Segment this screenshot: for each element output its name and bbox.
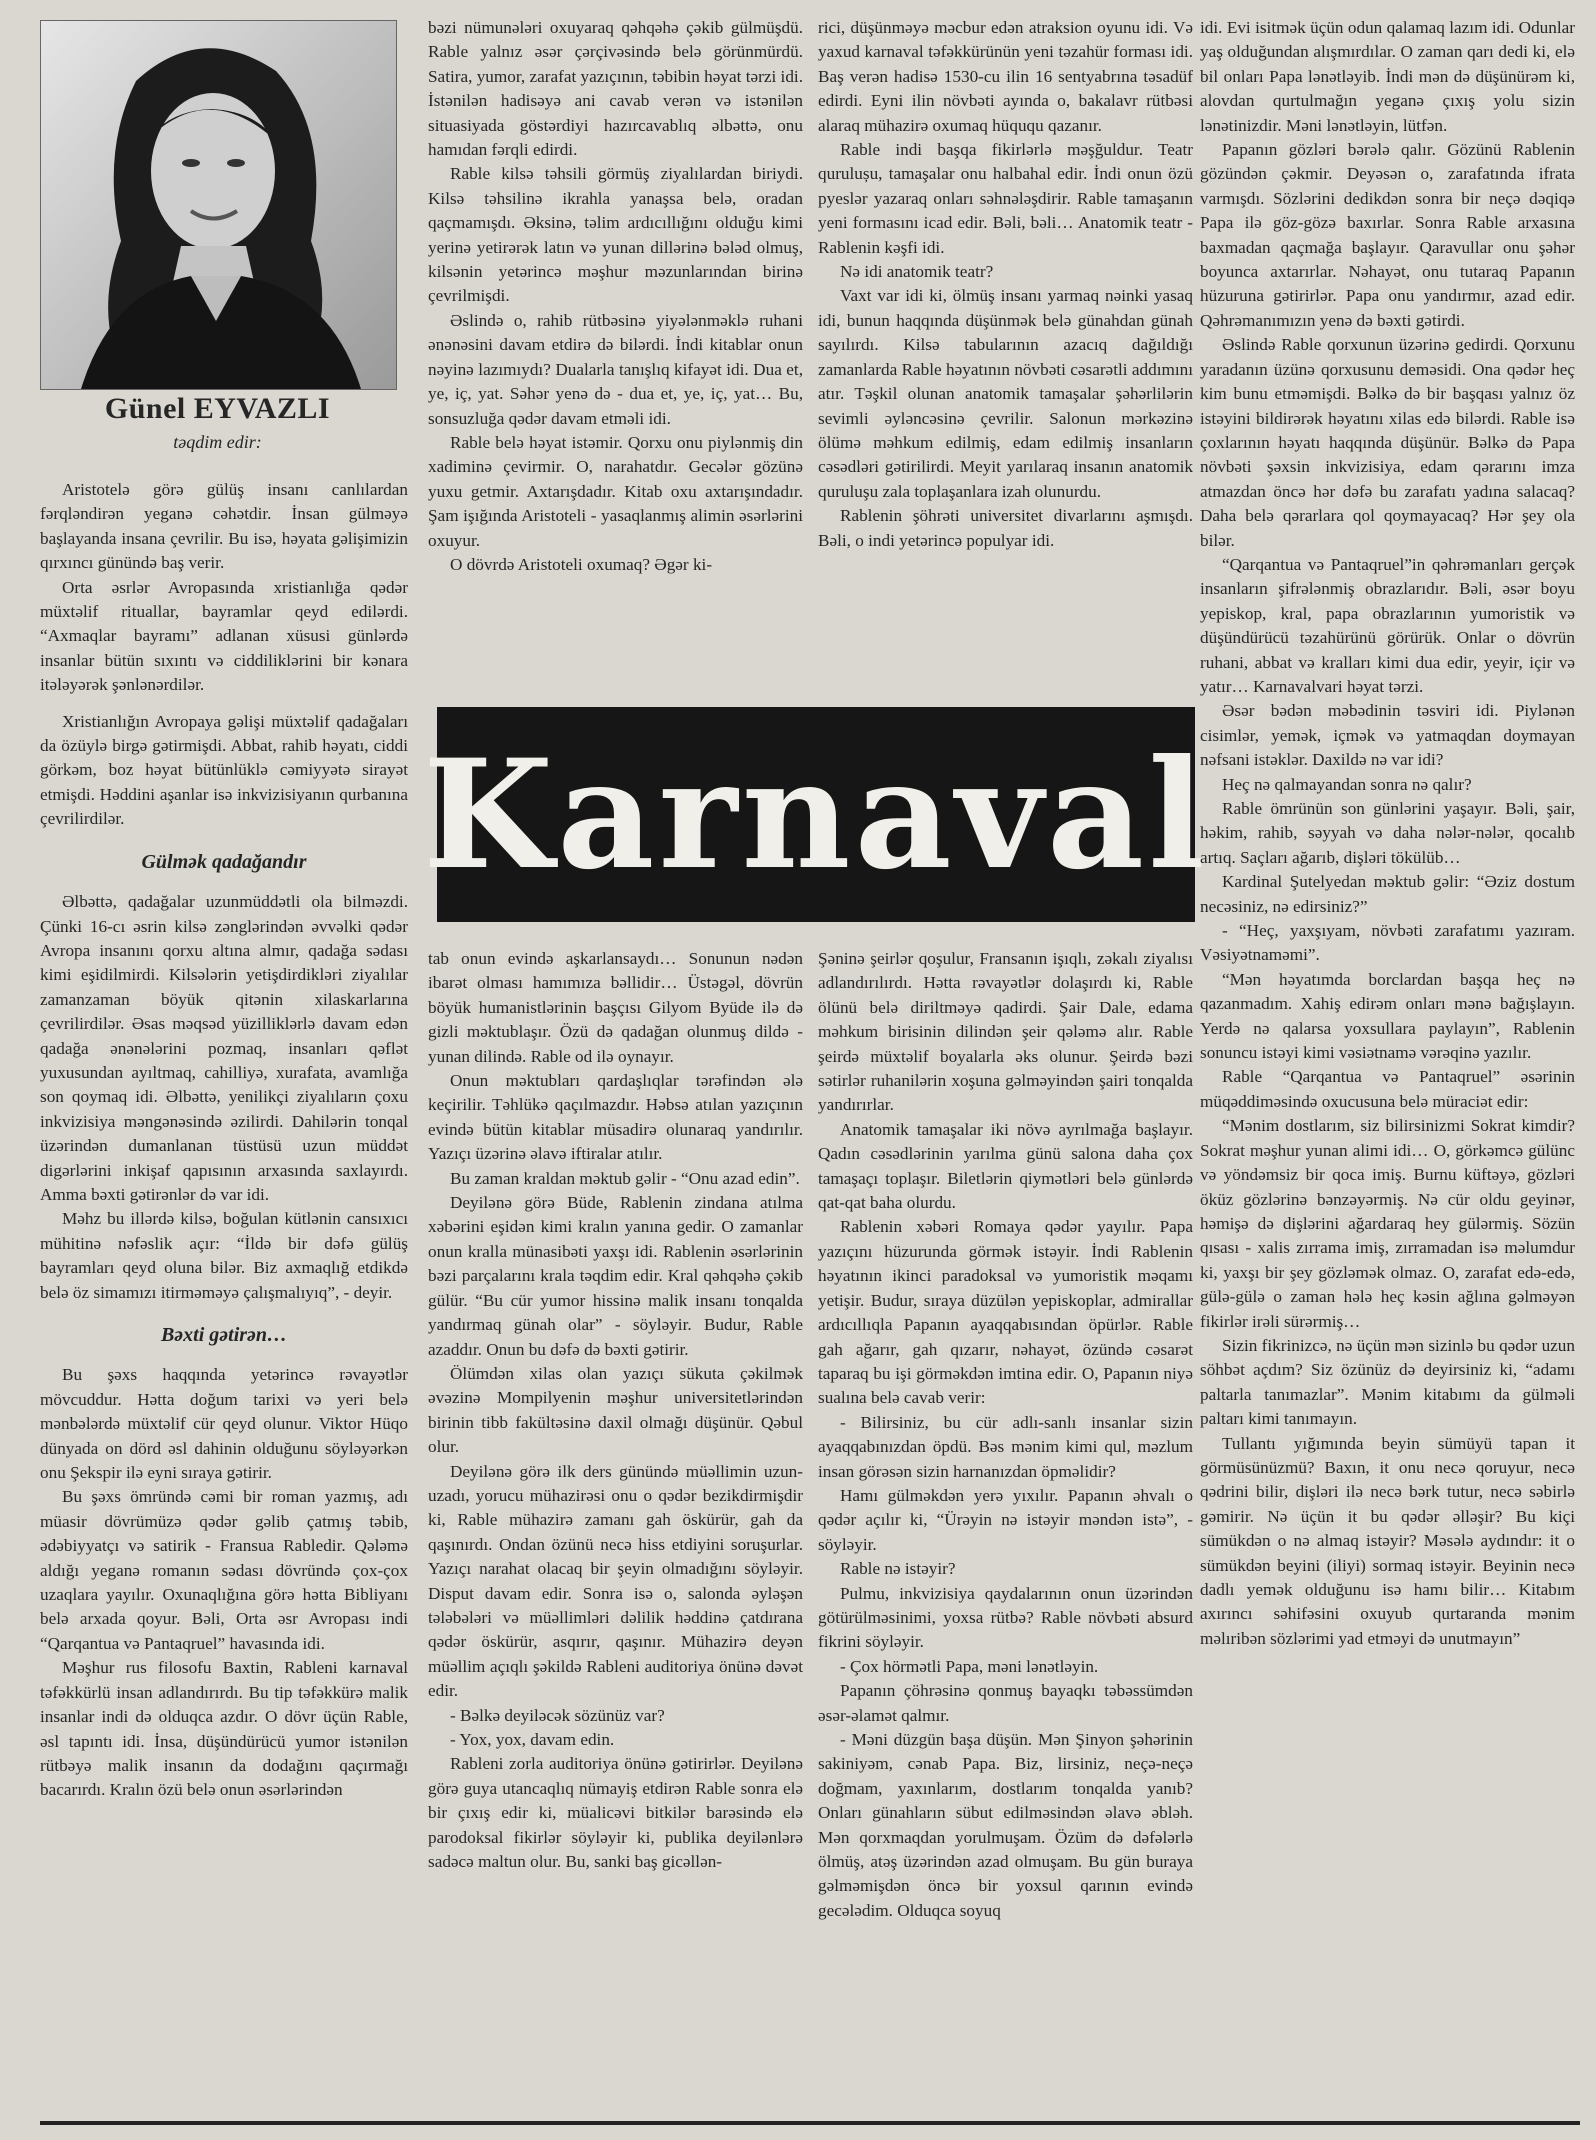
paragraph: Pulmu, inkvizisiya qaydalarının onun üzərindən götürülməsinimi, yoxsa rütbə? Rable növbəti absurd fikrini söyləyir. <box>818 1583 1193 1652</box>
paragraph: bəzi nümunələri oxuyaraq qəhqəhə çəkib gülmüşdü. Rable yalnız əsər çərçivəsində belə görünmürdü. Satira, yumor, zarafat yazıçının, təbibin həyat tərzi idi. İstənilən hadisəyə ani cavab verən və istənilən situasiyada göstərdiyi hazırcavablıq əlbəttə, onu hamıdan fərqli edirdi. <box>428 18 803 160</box>
paragraph: Vaxt var idi ki, ölmüş insanı yarmaq nəinki yasaq idi, bunun haqqında düşünmək belə günahdan günah sayılırdı. Kilsə tabularının azacıq dağıldığı zamanlarda Rable həyatının növbəti cəsarətli addımını atır. Təşkil olunan anatomik tamaşalar şəhərlilərin sevimli əyləncəsinə çevrilir. Salonun mərkəzinə ölümə məhkum edilmiş, edam edilmiş insanların cəsədləri gətirilirdi. Meyit yarılaraq insanın anatomik quruluşu zala toplaşanlara izah olunurdu. <box>818 286 1193 501</box>
paragraph: Xristianlığın Avropaya gəlişi müxtəlif qadağaları da özüylə birgə gətirmişdi. Abbat, rahib həyatı, ciddi görkəm, boz həyat bütünlüklə cəmiyyətə sirayət etmişdi. Həddini aşanlar isə inkvizisiyanın qurbanına çevrilirdilər. <box>40 711 408 829</box>
paragraph: - “Heç, yaxşıyam, növbəti zarafatımı yazıram. Vəsiyətnaməmi”. <box>1200 921 1575 965</box>
paragraph: Aristotelə görə gülüş insanı canlılardan fərqləndirən yeganə cəhətdir. İnsan gülməyə başlayanda insana çevrilir. Bu isə, həyata gəlişimizin qırxıncı günündə baş verir. <box>40 480 408 573</box>
paragraph: Əsər bədən məbədinin təsviri idi. Piylənən cisimlər, yemək, içmək və yatmaqdan doymayan nəfsani istəklər. Daxildə nə var idi? <box>1200 701 1575 770</box>
paragraph: Şəninə şeirlər qoşulur, Fransanın işıqlı, zəkalı ziyalısı adlandırılırdı. Hətta rəvayətlər dolaşırdı ki, Rable ölünü belə diriltməyə qadirdi. Şair Dale, edama məhkum birisinin dilindən şeir qələmə alır. Rable şeirdə müxtəlif boyalarla əks olunur. Şeirdə bəzi sətirlər ruhanilərin xoşuna gəlməyindən şairi tonqalda yandırırlar. <box>818 949 1193 1115</box>
column-2-top <box>428 16 803 691</box>
author-role: təqdim edir: <box>173 432 262 452</box>
paragraph: Məşhur rus filosofu Baxtin, Rableni karnaval təfəkkürlü insan adlandırırdı. Bu tip təfəkkürə malik insanlar indi də olduqca azdır. O dövr üçün Rable, əsl tapıntı idi. İnsa, düşündürücü yumor istənilən rütbəyə malik insanın da dodağını qaçırmağı bacarırdı. Kralın özü belə onun əsərlərindən <box>40 1658 408 1800</box>
paragraph: - Yox, yox, davam edin. <box>450 1730 615 1749</box>
paragraph: Tullantı yığımında beyin sümüyü tapan it görmüsünüzmü? Baxın, it onu necə qoruyur, necə qədrini bilir, dişləri ilə necə bərk tutur, necə səbirlə gəmirir. Nə üçün it bu qədər əlləşir? Bu kiçi sümükdən o nə almaq istəyir? Məsələ aydındır: it o sümükdən beyini (iliyi) sormaq istəyir. Beyinin necə dadlı yemək olduğunu isə hamı bilir… Kitabım axırıncı səhifəsini oxuyub qurtaranda mənim məlıribən sözlərimi yad etməyi də unutmayın” <box>1200 1433 1575 1648</box>
paragraph: Bu şəxs haqqında yetərincə rəvayətlər mövcuddur. Hətta doğum tarixi və yeri belə mənbələrdə müxtəlif cür qeyd olunur. Viktor Hüqo dünyada on dörd əsl dahinin olduğunu söyləyərkən onu Şekspir ilə eyni sıraya gətirir. <box>40 1365 408 1483</box>
paragraph: Nə idi anatomik teatr? <box>840 262 994 282</box>
paragraph: Anatomik tamaşalar iki növə ayrılmağa başlayır. Qadın cəsədlərinin yarılma günü salona daha çox tamaşaçı toplaşır. Biletlərin qiymətləri belə günlərdə qat-qat baha olurdu. <box>818 1119 1193 1213</box>
paragraph: Deyilənə görə ilk ders günündə müəllimin uzun-uzadı, yorucu mühazirəsi onu o qədər bezikdirmişdir ki, Rable mühazirə zamanı gah öskürür, gah da qaşınırdı. Ondan özünü necə hiss etdiyini soruşurlar. Yazıçı narahat olacaq bir şeyin olmadığını söyləyir. Disput davam edir. Sonra isə o, salonda əyləşən tələbələri və müəllimləri dəlilik həddinə çatdırana qədər öskürür, asqırır, qaşınır. Mühazirə deyən müəllim açıqlı şəkildə Rableni auditoriya önünə dəvət edir. <box>428 1461 803 1701</box>
paragraph: Məhz bu illərdə kilsə, boğulan kütlənin cansıxıcı mühitinə nəfəslik açır: “İldə bir dəfə gülüş bayramları qeyd oluna bilər. Biz axmaqlığ etdikdə belə öz simamızı itirməməyə çalışmalıyıq”, - deyir. <box>40 1209 408 1302</box>
paragraph: Rablenin xəbəri Romaya qədər yayılır. Papa yazıçını hüzurunda görmək istəyir. İndi Rablenin həyatının ikinci paradoksal və yumoristik məqamı yetişir. Budur, sıraya düzülən yepiskoplar, admirallar ardıcıllıqla Papanın ayaqqabısından öpürlər. Rable gah ağarır, gah qızarır, nəhayət, özündə cəsarət taparaq bu işi görməkdən imtina edir. O, Papanın niyə sualına belə cavab verir: <box>818 1217 1193 1408</box>
bottom-rule <box>40 2121 1580 2125</box>
paragraph: Deyilənə görə Büde, Rablenin zindana atılma xəbərini eşidən kimi kralın yanına gedir. O zamanlar onun kralla münasibəti yaxşı idi. Rablenin əsərlərinin bəzi parçalarını krala təqdim edir. Kral qəhqəhə çəkib gülür. “Bu cür yumor hissinə malik insanı tonqalda yandırmaq günah olar” - söyləyir. Budur, Rable azaddır. Onun bu dəfə də bəxti gətirir. <box>428 1193 803 1359</box>
paragraph: Rable nə istəyir? <box>840 1559 956 1579</box>
section-heading: Gülmək qadağandır <box>141 850 307 873</box>
paragraph: - Məni düzgün başa düşün. Mən Şinyon şəhərinin sakiniyəm, cənab Papa. Biz, lirsiniz, neçə-neçə doğmam, yaxınlarım, dostlarım tonqalda yanıb? Onları günahların sübut edilməsindən əlavə əbləh. Mən qorxmaqdan yorulmuşam. Özüm də dəfələrlə ölmüş, atəş üzərindən azad olmuşam. Bu gün buraya gəlməmişdən öncə bir yoxsul qarının evində gecələdim. Olduqca soyuq <box>818 1730 1193 1920</box>
column-4 <box>1200 16 1575 2112</box>
paragraph: Papanın gözləri bərələ qalır. Gözünü Rablenin gözündən çəkmir. Deyəsən o, zarafatında ifrata varmışdı. Sözlərini dedikdən sonra bir neçə dəqiqə Papa ilə göz-gözə baxırlar. Sonra Rable arxasına baxmadan qaçmağa başlayır. Qaravullar onu şəhər boyunca axtarırlar. Nəhayət, onu tutaraq Papanın hüzuruna gətirirlər. Papa onu yandırmır, azad edir. Qəhrəmanımızın yenə də bəxti gətirdi. <box>1200 140 1575 330</box>
paragraph: “Qarqantua və Pantaqruel”in qəhrəmanları gerçək insanların şifrələnmiş obrazlarıdır. Bəli, əsər boyu yepiskop, kral, papa obrazlarının yumoristik və düşündürücü təzahürünü görürük. Onlar o dövrün ruhani, abbat və kralları kimi dua edir, yeyir, içir və yatır… Karnavalvari həyat tərzi. <box>1200 554 1575 696</box>
paragraph: Rable ömrünün son günlərini yaşayır. Bəli, şair, həkim, rahib, səyyah və daha nələr-nələr, qocalıb artıq. Saçları ağarıb, dişləri tökülüb… <box>1200 799 1575 867</box>
column-2-bottom <box>428 947 803 2112</box>
paragraph: Rable “Qarqantua və Pantaqruel” əsərinin müqəddiməsində oxucusuna belə müraciət edir: <box>1200 1067 1575 1111</box>
author-photo <box>40 20 397 390</box>
paragraph: Əslində o, rahib rütbəsinə yiyələnməklə ruhani ənənəsini davam etdirə də bilərdi. İndi kitablar onun nəyinə lazımıydı? Dualarla tanışlıq kifayət idi. Dua et, ye, iç, yat. Səhər yenə də - dua et, ye, iç, yat… Bu, sonsuzluğa qədər davam etməli idi. <box>428 310 803 428</box>
paragraph: Papanın çöhrəsinə qonmuş bayaqkı təbəssümdən əsər-əlamət qalmır. <box>818 1681 1193 1725</box>
paragraph: Orta əsrlər Avropasında xristianlığa qədər müxtəlif rituallar, bayramlar qeyd edilərdi. “Axmaqlar bayramı” adlanan xüsusi günlərdə insanlar bütün sıxıntı və ciddiliklərini bir kənara itələyərək şənlənərdilər. <box>40 577 408 695</box>
paragraph: Hamı gülməkdən yerə yıxılır. Papanın əhvalı o qədər açılır ki, “Ürəyin nə istəyir məndən istə”, - söyləyir. <box>818 1485 1193 1554</box>
headline-banner <box>422 707 1210 922</box>
paragraph: Bu şəxs ömründə cəmi bir roman yazmış, adı müasir dövrümüzə qədər gəlib çatmış təbib, ədəbiyyatçı və satirik - Fransua Rabledir. Qələmə aldığı yeganə romanın sədası dövründə çox-çox uzaqlara yayılır. Oxunaqlığına görə hətta Bibliyanı belə arxada qoyur. Bəli, Orta əsr Avropası indi “Qarqantua və Pantaqruel” havasında idi. <box>40 1487 408 1653</box>
section-heading: Bəxti gətirən… <box>160 1324 288 1346</box>
paragraph: Rable belə həyat istəmir. Qorxu onu piylənmiş din xadiminə çevirmir. O, narahatdır. Gecələr gözünə yuxu getmir. Axtarışdadır. Kitab oxu axtarışındadır. Şam işığında Aristoteli - yasaqlanmış alimin əsərlərini oxuyur. <box>428 432 803 550</box>
paragraph: Heç nə qalmayandan sonra nə qalır? <box>1222 774 1472 794</box>
column-3-bottom <box>818 947 1193 2112</box>
paragraph: Kardinal Şutelyedan məktub gəlir: “Əziz dostum necəsiniz, nə edirsiniz?” <box>1200 872 1575 916</box>
paragraph: O dövrdə Aristoteli oxumaq? Əgər ki- <box>450 554 713 574</box>
paragraph: - Bilirsiniz, bu cür adlı-sanlı insanlar sizin ayaqqabınızdan öpdü. Bəs mənim kimi qul, məzlum insan görəsən sizin harnanızdan öpməlidir? <box>818 1412 1193 1481</box>
paragraph: Rable kilsə təhsili görmüş ziyalılardan biriydi. Kilsə təhsilinə ikrahla yanaşsa belə, oradan qaçmamışdı. Əksinə, təlim ardıcıllığını olduğu kimi yerinə yetirərək latın və yunan dillərinə bələd olmuş, kilsənin yetərincə məşhur məzunlarından birinə çevrilmişdi. <box>428 164 803 306</box>
paragraph: “Mənim dostlarım, siz bilirsinizmi Sokrat kimdir? Sokrat məşhur yunan alimi idi… O, görkəmcə gülünc və yöndəmsiz bir qoca imiş. Burnu küftəyə, gözləri öküz gözlərinə bənzəyərmiş. Nə cür oldu geyinər, həmişə də dişlərini ağardaraq hey gülərmiş. Sözün qısası - xalis zırrama imiş, zırramadan isə məlumdur ki, yaxşı bir şey gözləmək olmaz. O, zarafat edə-edə, gülə-gülə o zaman hələ heç kəsin ağlına gəlməyən fikirlər irəli sürərmiş… <box>1200 1116 1575 1331</box>
paragraph: tab onun evində aşkarlansaydı… Sonunun nədən ibarət olması hamımıza bəllidir… Üstəgəl, dövrün böyük humanistlərinin başçısı Gilyom Byüde ilə də gizli məktublaşır. Özü də qadağan olunmuş dildə - yunan dilində. Rable od ilə oynayır. <box>428 949 803 1066</box>
paragraph: Əlbəttə, qadağalar uzunmüddətli ola bilməzdi. Çünki 16-cı əsrin kilsə zənglərindən əvvəlki qədər Avropa insanını qorxu altına almır, qadağa sədası kimi eşidilmirdi. Kilsələrin yetişdirdikləri ziyalılar zamanzaman böyük qitənin xilaskarlarına çevrilirdilər. Əsas məqsəd yüzilliklərlə davam edən qadağa ənənələrini pozmaq, insanları qəflət yuxusundan ayıltmaq, cahilliyə, xurafata, avamlığa son qoymaq idi. Əlbəttə, yenilikçi ziyalıların çoxu inkvizisiya məngənəsində əzilirdi. Dahilərin tonqal üzərindən dumanlanan tüstüsü uzun müddət digərlərini inkişaf qapısının arxasında saxlayırdı. Amma bəxti gətirənlər də var idi. <box>40 892 408 1204</box>
paragraph: Rablenin şöhrəti universitet divarlarını aşmışdı. Bəli, o indi yetərincə populyar idi. <box>818 506 1193 550</box>
author-portrait-image <box>41 21 396 389</box>
paragraph: - Bəlkə deyiləcək sözünüz var? <box>450 1705 665 1725</box>
paragraph: Rable indi başqa fikirlərlə məşğuldur. Teatr qurulușu, tamaşalar onu halbahal edir. İndi onun özü pyeslər yazaraq onları səhnələşdirir. Rable tamaşanın yeni formasını icad edir. Bəli, bəli… Anatomik teatr - Rablenin kəşfi idi. <box>818 140 1193 257</box>
author-name: Günel EYVAZLI <box>104 392 331 425</box>
paragraph: Ölümdən xilas olan yazıçı sükuta çəkilmək əvəzinə Mompilyenin məşhur universitetlərindən birinin tibb fakültəsinə daxil olmağı düşünür. Qəbul olur. <box>428 1363 803 1457</box>
headline-title: Karnaval <box>422 726 1210 903</box>
paragraph: Bu zaman kraldan məktub gəlir - “Onu azad edin”. <box>450 1168 800 1188</box>
paragraph: Onun məktubları qardaşlıqlar tərəfindən ələ keçirilir. Təhlükə qaçılmazdır. Həbsə atılan yazıçının evində bütün kitablar müsadirə olunaraq yandırılır. Yazıçı üzərinə əlavə iftiralar atılır. <box>428 1071 803 1164</box>
column-1 <box>40 478 408 2108</box>
paragraph: rici, düşünməyə məcbur edən atraksion oyunu idi. Və yaxud karnaval təfəkkürünün yeni təzahür forması idi. Baş verən hadisə 1530-cu ilin 16 sentyabrına təsadüf edirdi. Eyni ilin növbəti ayında o, bakalavr rütbəsi alaraq mühazirə oxumaq hüququ qazanır. <box>818 18 1193 135</box>
paragraph: idi. Evi isitmək üçün odun qalamaq lazım idi. Odunlar yaş olduğundan alışmırdılar. O zaman qarı dedi ki, elə bil onları Papa lənətləyib. İndi mən də düşünürəm ki, alovdan qurtulmağın yeganə çıxış yolu sizin lənətinizdir. Məni lənətləyin, lütfən. <box>1200 18 1575 135</box>
paragraph: Əslində Rable qorxunun üzərinə gedirdi. Qorxunu yaradanın üzünə qorxusunu deməsidi. Ona qədər heç kim bunu etməmişdi. Bəlkə də bir başqası yalnız öz istəyini bildirərək həyatını xilas edə bilərdi. Rable isə çoxlarının həyatı haqqında düşünür. Bəlkə də Papa növbəti şəxsin inkvizisiya, edam qərarını imza atmazdan öncə hər dəfə bu zarafatı yadına salacaq? Daha belə qərarlara qol qoymayacaq? Hər şey ola bilər. <box>1200 335 1575 550</box>
paragraph: Sizin fikrinizcə, nə üçün mən sizinlə bu qədər uzun söhbət açdım? Siz özünüz də deyirsiniz ki, “adamı paltarla tanımazlar”. Mənim kitabımı da gülməli paltarı kimi tanımayın. <box>1200 1335 1575 1429</box>
paragraph: Rableni zorla auditoriya önünə gətirirlər. Deyilənə görə guya utancaqlıq nümayiş etdirən Rable sonra elə bir çıxış edir ki, müalicəvi bitkilər barəsində elə parodoksal fikirlər söyləyir ki, publika deyilənlərə sadəcə maltun olur. Bu, sanki baş gicəllən- <box>428 1754 803 1872</box>
column-3-top <box>818 16 1193 691</box>
paragraph: - Çox hörmətli Papa, məni lənətləyin. <box>840 1656 1099 1676</box>
paragraph: “Mən həyatımda borclardan başqa heç nə qazanmadım. Xahiş edirəm onları mənə bağışlayın. Yerdə nə qalarsa yoxsullara paylayın”, Rablenin sonuncu istəyi kimi vəsiətnamə vərəqinə yazılır. <box>1200 969 1575 1063</box>
